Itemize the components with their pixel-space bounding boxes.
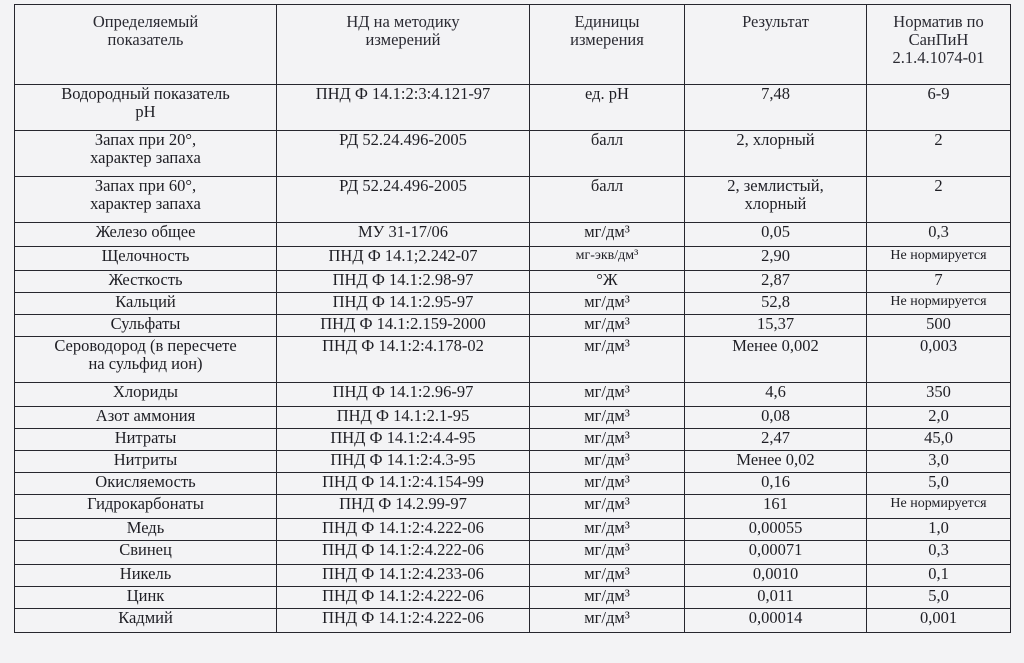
cell-method: ПНД Ф 14.1:2:4.222-06: [277, 609, 530, 633]
cell-parameter: [15, 407, 277, 429]
cell-norm: 2: [867, 177, 1011, 223]
cell-result: [685, 429, 867, 451]
cell-method: ПНД Ф 14.1:2.1-95: [277, 407, 530, 429]
cell-method: ПНД Ф 14.2.99-97: [277, 495, 530, 519]
header-line: НД на методику: [346, 12, 460, 31]
cell-parameter-line: Сульфаты: [110, 314, 181, 333]
header-line: измерения: [570, 30, 644, 49]
cell-norm: 5,0: [867, 587, 1011, 609]
cell-parameter-line: Свинец: [119, 540, 172, 559]
cell-norm: 5,0: [867, 473, 1011, 495]
cell-unit: °Ж: [530, 271, 685, 293]
cell-parameter: [15, 247, 277, 271]
cell-norm: 2,0: [867, 407, 1011, 429]
cell-parameter-line: Жесткость: [108, 270, 183, 289]
cell-result: [685, 337, 867, 383]
cell-parameter: [15, 541, 277, 565]
cell-parameter-line: Гидрокарбонаты: [87, 494, 204, 513]
cell-result: [685, 131, 867, 177]
cell-parameter: [15, 495, 277, 519]
cell-result-line: 0,00055: [748, 518, 803, 537]
cell-parameter-line: Окисляемость: [95, 472, 196, 491]
cell-method: ПНД Ф 14.1:2.98-97: [277, 271, 530, 293]
cell-parameter-line: Щелочность: [101, 246, 190, 265]
table-row: [15, 451, 1011, 473]
cell-norm: Не нормируется: [867, 247, 1011, 271]
table-row: [15, 223, 1011, 247]
cell-norm: 0,1: [867, 565, 1011, 587]
cell-norm: 6-9: [867, 85, 1011, 131]
cell-parameter-line: Железо общее: [95, 222, 196, 241]
cell-unit: мг/дм³: [530, 407, 685, 429]
cell-result-line: Менее 0,002: [732, 336, 819, 355]
cell-unit: мг/дм³: [530, 429, 685, 451]
cell-parameter: [15, 293, 277, 315]
cell-unit: балл: [530, 177, 685, 223]
header-parameter: [15, 5, 277, 85]
table-row: [15, 587, 1011, 609]
cell-parameter-line: Нитраты: [114, 428, 177, 447]
table-row: [15, 293, 1011, 315]
cell-result-line: 2,47: [761, 428, 790, 447]
header-line: Определяемый: [92, 12, 199, 31]
cell-norm: 350: [867, 383, 1011, 407]
cell-unit: мг/дм³: [530, 587, 685, 609]
cell-unit: мг/дм³: [530, 451, 685, 473]
cell-parameter-line: характер запаха: [90, 194, 201, 213]
cell-method: ПНД Ф 14.1:2.96-97: [277, 383, 530, 407]
header-result: [685, 5, 867, 85]
cell-parameter-line: Хлориды: [113, 382, 178, 401]
cell-parameter-line: Запах при 60°,: [94, 176, 197, 195]
cell-result-line: 2,90: [761, 246, 790, 265]
cell-unit: мг/дм³: [530, 473, 685, 495]
cell-result: [685, 293, 867, 315]
cell-unit: мг/дм³: [530, 541, 685, 565]
cell-norm: 0,3: [867, 541, 1011, 565]
cell-method: ПНД Ф 14.1:2.159-2000: [277, 315, 530, 337]
cell-parameter-line: Сероводород (в пересчете: [54, 336, 237, 355]
cell-parameter-line: на сульфид ион): [88, 354, 203, 373]
cell-result-line: 7,48: [761, 84, 790, 103]
cell-method: ПНД Ф 14.1:2:4.222-06: [277, 519, 530, 541]
cell-result-line: 0,16: [761, 472, 790, 491]
cell-parameter: [15, 565, 277, 587]
cell-method: ПНД Ф 14.1:2:4.233-06: [277, 565, 530, 587]
cell-result: [685, 495, 867, 519]
table-row: [15, 383, 1011, 407]
cell-method: МУ 31-17/06: [277, 223, 530, 247]
table-row: [15, 429, 1011, 451]
table-row: [15, 565, 1011, 587]
cell-result-line: 2, хлорный: [736, 130, 815, 149]
header-line: показатель: [107, 30, 184, 49]
cell-parameter: [15, 429, 277, 451]
cell-parameter-line: Нитриты: [113, 450, 178, 469]
cell-unit: балл: [530, 131, 685, 177]
cell-parameter-line: Кадмий: [118, 608, 173, 627]
cell-result-line: 161: [763, 494, 788, 513]
cell-result-line: 2, землистый,: [727, 176, 824, 195]
cell-method: ПНД Ф 14.1:2:4.4-95: [277, 429, 530, 451]
table-row: [15, 85, 1011, 131]
cell-result-line: 0,011: [757, 586, 794, 605]
cell-unit: мг/дм³: [530, 223, 685, 247]
table-row: [15, 495, 1011, 519]
cell-result: [685, 587, 867, 609]
table-row: [15, 247, 1011, 271]
table-row: [15, 315, 1011, 337]
cell-method: ПНД Ф 14.1:2:4.154-99: [277, 473, 530, 495]
cell-parameter-line: pH: [135, 102, 156, 121]
cell-result-line: 0,05: [761, 222, 790, 241]
cell-norm: 7: [867, 271, 1011, 293]
cell-result: [685, 383, 867, 407]
cell-parameter: [15, 315, 277, 337]
cell-method: ПНД Ф 14.1:2:3:4.121-97: [277, 85, 530, 131]
cell-norm: 0,3: [867, 223, 1011, 247]
cell-unit: мг/дм³: [530, 609, 685, 633]
cell-result: [685, 247, 867, 271]
table-row: [15, 337, 1011, 383]
cell-unit: мг/дм³: [530, 565, 685, 587]
cell-result: [685, 177, 867, 223]
cell-parameter-line: Азот аммония: [95, 406, 196, 425]
cell-norm: 2: [867, 131, 1011, 177]
table-row: [15, 473, 1011, 495]
cell-method: РД 52.24.496-2005: [277, 177, 530, 223]
cell-result-line: Менее 0,02: [736, 450, 815, 469]
cell-norm: 45,0: [867, 429, 1011, 451]
cell-parameter: [15, 383, 277, 407]
cell-parameter: [15, 473, 277, 495]
cell-parameter: [15, 131, 277, 177]
cell-result-line: хлорный: [744, 194, 807, 213]
cell-parameter-line: Медь: [126, 518, 165, 537]
cell-result-line: 2,87: [761, 270, 790, 289]
cell-result: [685, 541, 867, 565]
cell-parameter: [15, 85, 277, 131]
cell-result: [685, 85, 867, 131]
cell-unit: мг/дм³: [530, 337, 685, 383]
header-line: Норматив по: [893, 12, 984, 31]
cell-result-line: 52,8: [761, 292, 790, 311]
cell-norm: 3,0: [867, 451, 1011, 473]
table-row: [15, 407, 1011, 429]
cell-method: ПНД Ф 14.1:2:4.178-02: [277, 337, 530, 383]
header-unit: [530, 5, 685, 85]
cell-parameter-line: Кальций: [115, 292, 176, 311]
header-row: [15, 5, 1011, 85]
cell-unit: мг/дм³: [530, 293, 685, 315]
cell-method: ПНД Ф 14.1:2:4.222-06: [277, 587, 530, 609]
cell-result-line: 0,00071: [748, 540, 803, 559]
cell-result: [685, 519, 867, 541]
cell-norm: Не нормируется: [867, 495, 1011, 519]
cell-method: ПНД Ф 14.1;2.242-07: [277, 247, 530, 271]
cell-result: [685, 609, 867, 633]
cell-unit: мг/дм³: [530, 315, 685, 337]
cell-norm: Не нормируется: [867, 293, 1011, 315]
cell-norm: 0,001: [867, 609, 1011, 633]
cell-parameter: [15, 587, 277, 609]
cell-result: [685, 407, 867, 429]
cell-parameter: [15, 223, 277, 247]
cell-unit: мг-экв/дм³: [530, 247, 685, 271]
cell-method: РД 52.24.496-2005: [277, 131, 530, 177]
cell-method: ПНД Ф 14.1:2:4.222-06: [277, 541, 530, 565]
cell-parameter: [15, 177, 277, 223]
header-method: [277, 5, 530, 85]
cell-parameter: [15, 519, 277, 541]
header-line: 2.1.4.1074-01: [892, 48, 985, 67]
cell-result-line: 0,00014: [748, 608, 803, 627]
cell-unit: ед. pH: [530, 85, 685, 131]
cell-unit: мг/дм³: [530, 495, 685, 519]
table-row: [15, 177, 1011, 223]
cell-parameter: [15, 609, 277, 633]
cell-norm: 0,003: [867, 337, 1011, 383]
cell-result: [685, 565, 867, 587]
table-row: [15, 519, 1011, 541]
cell-method: ПНД Ф 14.1:2.95-97: [277, 293, 530, 315]
cell-result: [685, 451, 867, 473]
cell-parameter-line: характер запаха: [90, 148, 201, 167]
cell-unit: мг/дм³: [530, 519, 685, 541]
cell-norm: 1,0: [867, 519, 1011, 541]
cell-result: [685, 223, 867, 247]
cell-result: [685, 315, 867, 337]
cell-result-line: 0,08: [761, 406, 790, 425]
cell-parameter: [15, 451, 277, 473]
table-body: [15, 85, 1011, 633]
cell-parameter-line: Никель: [119, 564, 172, 583]
cell-result: [685, 271, 867, 293]
table-row: [15, 541, 1011, 565]
table-row: [15, 271, 1011, 293]
header-line: Единицы: [574, 12, 640, 31]
results-table: [14, 4, 1011, 633]
cell-parameter: [15, 337, 277, 383]
header-line: Результат: [742, 12, 809, 31]
cell-method: ПНД Ф 14.1:2:4.3-95: [277, 451, 530, 473]
cell-parameter-line: Цинк: [126, 586, 165, 605]
table-row: [15, 131, 1011, 177]
table-row: [15, 609, 1011, 633]
cell-result-line: 15,37: [756, 314, 795, 333]
header-line: измерений: [365, 30, 441, 49]
cell-unit: мг/дм³: [530, 383, 685, 407]
cell-norm: 500: [867, 315, 1011, 337]
cell-result-line: 0,0010: [752, 564, 799, 583]
header-norm: [867, 5, 1011, 85]
cell-parameter: [15, 271, 277, 293]
header-line: СанПиН: [908, 30, 969, 49]
cell-result: [685, 473, 867, 495]
cell-parameter-line: Запах при 20°,: [94, 130, 197, 149]
cell-result-line: 4,6: [765, 382, 786, 401]
cell-parameter-line: Водородный показатель: [61, 84, 230, 103]
